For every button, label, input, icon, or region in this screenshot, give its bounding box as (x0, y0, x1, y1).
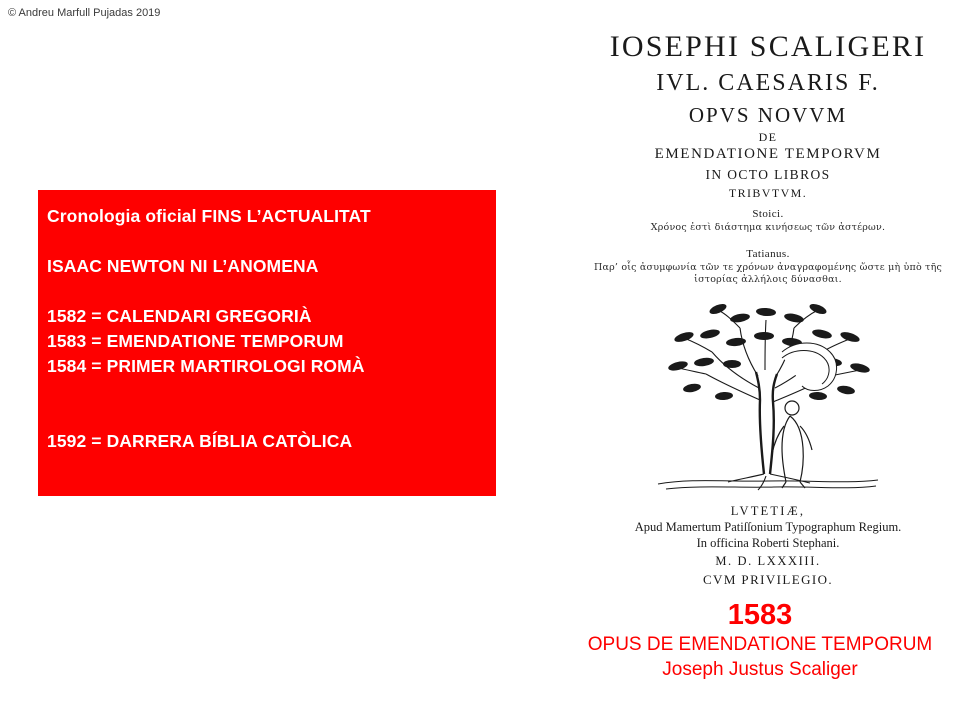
imprint-workshop: In officina Roberti Stephani. (696, 536, 840, 550)
imprint-place: LVTETIÆ, (730, 504, 806, 518)
panel-line-5: 1584 = PRIMER MARTIROLOGI ROMÀ (47, 356, 365, 376)
title-line-tributum: TRIBVTVM. (728, 186, 808, 200)
imprint-date: M. D. LXXXIII. (715, 554, 821, 568)
quote-1-text: Χρόνος ἐστὶ διάστημα κινήσεως τῶν ἀστέρων. (650, 222, 886, 233)
caption-title: OPUS DE EMENDATIONE TEMPORUM (587, 634, 933, 655)
copyright-notice: © Andreu Marfull Pujadas 2019 (8, 7, 161, 19)
panel-line-1: Cronologia oficial FINS L’ACTUALITAT (47, 206, 371, 226)
caption-author: Joseph Justus Scaliger (662, 659, 858, 680)
panel-line-3: 1582 = CALENDARI GREGORIÀ (47, 306, 312, 326)
title-line-opus: OPVS NOVVM (688, 103, 848, 127)
imprint-printer: Apud Mamertum Patiſſonium Typographum Regium. (634, 520, 902, 534)
quote-2-text: Παρ’ οἷς ἀσυμφωνία τῶν τε χρόνων ἀναγραφομένης ὥστε μὴ ὑπὸ τῆς ἱστορίας ἀλλήλοις δύνασθαι. (594, 262, 942, 285)
title-line-de: DE (758, 130, 778, 144)
caption-year: 1583 (727, 599, 793, 631)
quote-1-author: Stoici. (752, 208, 784, 220)
imprint-privilege: CVM PRIVILEGIO. (702, 572, 834, 587)
title-line-author: IOSEPHI SCALIGERI (609, 30, 927, 63)
book-title-page-image (592, 8, 944, 588)
scaliger-printer-device-tree-woodcut (632, 296, 904, 498)
panel-line-6: 1592 = DARRERA BÍBLIA CATÒLICA (47, 431, 353, 451)
red-info-panel (38, 190, 496, 496)
title-line-emendatione: EMENDATIONE TEMPORVM (654, 146, 882, 162)
quote-2-author: Tatianus. (746, 248, 790, 260)
title-line-patronymic: IVL. CAESARIS F. (656, 70, 880, 96)
panel-line-4: 1583 = EMENDATIONE TEMPORUM (47, 331, 344, 351)
panel-line-2: ISAAC NEWTON NI L’ANOMENA (47, 256, 319, 276)
title-line-inoctolibros: IN OCTO LIBROS (705, 167, 831, 182)
image-caption (560, 598, 960, 682)
